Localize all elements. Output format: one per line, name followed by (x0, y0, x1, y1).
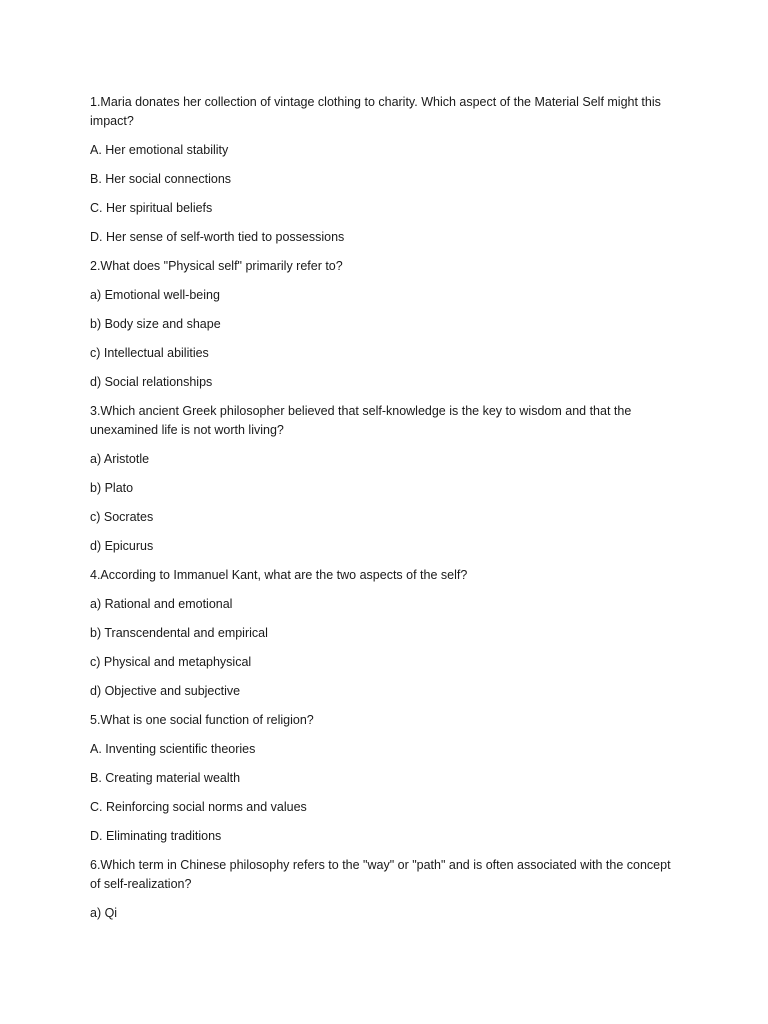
question-6-text: 6.Which term in Chinese philosophy refers to the "way" or "path" and is often associated with the concept of self-realization? (90, 858, 671, 891)
question-5-option-a: A. Inventing scientific theories (90, 742, 256, 756)
question-5-option-b: B. Creating material wealth (90, 771, 241, 785)
question-2-text: 2.What does "Physical self" primarily refer to? (90, 259, 343, 273)
question-4-option-b: b) Transcendental and empirical (90, 626, 268, 640)
question-4-option-d: d) Objective and subjective (90, 684, 241, 698)
question-1-option-b: B. Her social connections (90, 172, 232, 186)
question-4-option-a: a) Rational and emotional (90, 597, 233, 611)
question-1-option-a: A. Her emotional stability (90, 143, 229, 157)
question-2-option-d: d) Social relationships (90, 375, 213, 389)
question-1-option-d: D. Her sense of self-worth tied to possessions (90, 230, 345, 244)
question-3-text: 3.Which ancient Greek philosopher believed that self-knowledge is the key to wisdom and that the unexamined life is not worth living? (90, 404, 632, 437)
question-3-option-b: b) Plato (90, 481, 134, 495)
question-5-option-c: C. Reinforcing social norms and values (90, 800, 307, 814)
question-1-text: 1.Maria donates her collection of vintage clothing to charity. Which aspect of the Material Self might this impact? (90, 95, 661, 128)
question-6-option-a: a) Qi (90, 906, 118, 920)
question-1-option-c: C. Her spiritual beliefs (90, 201, 213, 215)
question-3-option-c: c) Socrates (90, 510, 154, 524)
question-3-option-d: d) Epicurus (90, 539, 154, 553)
question-2-option-c: c) Intellectual abilities (90, 346, 209, 360)
question-3-option-a: a) Aristotle (90, 452, 150, 466)
question-5-option-d: D. Eliminating traditions (90, 829, 222, 843)
question-2-option-a: a) Emotional well-being (90, 288, 220, 302)
question-2-option-b: b) Body size and shape (90, 317, 221, 331)
question-4-option-c: c) Physical and metaphysical (90, 655, 252, 669)
question-5-text: 5.What is one social function of religion? (90, 713, 314, 727)
question-4-text: 4.According to Immanuel Kant, what are the two aspects of the self? (90, 568, 468, 582)
document-page (90, 93, 680, 933)
